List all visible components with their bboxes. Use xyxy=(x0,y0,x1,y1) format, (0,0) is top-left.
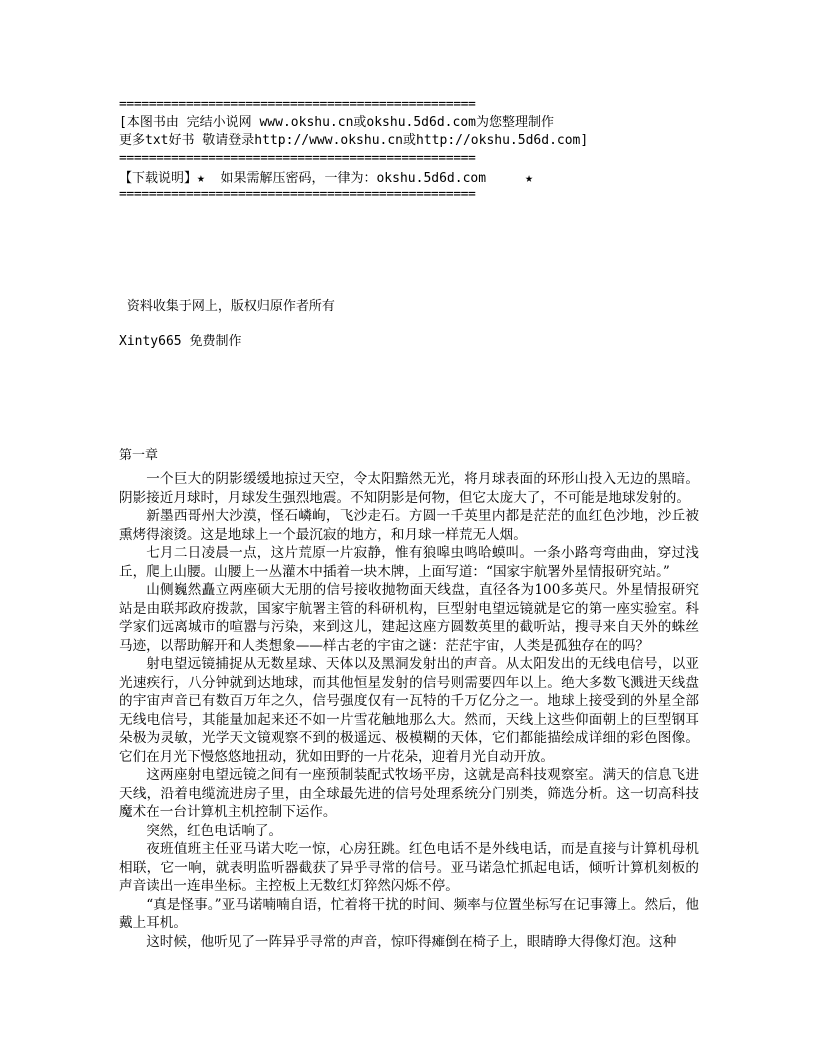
paragraph: 这时候，他听见了一阵异乎寻常的声音，惊吓得瘫倒在椅子上，眼睛睁大得像灯泡。这种 xyxy=(146,933,677,950)
paragraph: 夜班值班主任亚马诺大吃一惊，心房狂跳。红色电话不是外线电话，而是直接与计算机母机相联，它一响，就表明监听器截获了异乎寻常的信号。亚马诺急忙抓起电话，倾听计算机刻板的声音读出一连串坐标。主控板上无数红灯猝然闪烁不停。 xyxy=(119,841,699,894)
copyright-notice: 资料收集于网上，版权归原作者所有 xyxy=(119,299,335,314)
chapter-body xyxy=(119,470,699,951)
paragraph: 这两座射电望远镜之间有一座预制装配式牧场平房，这就是高科技观察室。满天的信息飞进天线，沿着电缆流进房子里，由全球最先进的信号处理系统分门别类，筛选分析。这一切高科技魔术在一台计算机主机控制下运作。 xyxy=(119,767,699,820)
paragraph: “真是怪事。”亚马诺喃喃自语，忙着将干扰的时间、频率与位置坐标写在记事簿上。然后，他戴上耳机。 xyxy=(119,896,699,931)
paragraph: 射电望远镜捕捉从无数星球、天体以及黑洞发射出的声音。从太阳发出的无线电信号，以亚光速疾行，八分钟就到达地球，而其他恒星发射的信号则需要四年以上。绝大多数飞溅进天线盘的宇宙声音已有数百万年之久，信号强度仅有一瓦特的千万亿分之一。地球上接受到的外星全部无线电信号，其能量加起来还不如一片雪花触地那么大。然而，天线上这些仰面朝上的巨型钢耳朵极为灵敏，光学天文镜观察不到的极遥远、极模糊的天体，它们都能描绘成详细的彩色图像。它们在月光下慢悠悠地扭动，犹如田野的一片花朵，迎着月光自动开放。 xyxy=(119,656,699,765)
paragraph: 一个巨大的阴影缓缓地掠过天空，令太阳黯然无光，将月球表面的环形山投入无边的黑暗。阴影接近月球时，月球发生强烈地震。不知阴影是何物，但它太庞大了，不可能是地球发射的。 xyxy=(119,471,699,506)
paragraph: 七月二日凌晨一点，这片荒原一片寂静，惟有狼嗥虫鸣哈蟆叫。一条小路弯弯曲曲，穿过浅丘，爬上山腰。山腰上一丛灌木中插着一块木牌，上面写道：“国家宇航署外星情报研究站。” xyxy=(119,545,699,580)
header-source-line: [本图书由 完结小说网 www.okshu.cn或okshu.5d6d.com为您整理制作 xyxy=(119,115,554,130)
separator-line: ================================================ xyxy=(119,97,476,112)
download-note: 【下载说明】★ 如果需解压密码，一律为：okshu.5d6d.com ★ xyxy=(119,171,534,186)
credit-line: Xinty665 免费制作 xyxy=(119,334,242,349)
paragraph: 新墨西哥州大沙漠，怪石嶙峋，飞沙走石。方圆一千英里内都是茫茫的血红色沙地，沙丘被熏烤得滚烫。这是地球上一个最沉寂的地方，和月球一样荒无人烟。 xyxy=(119,508,699,543)
header-website-line: 更多txt好书 敬请登录http://www.okshu.cn或http://okshu.5d6d.com] xyxy=(119,133,589,148)
paragraph: 突然，红色电话响了。 xyxy=(146,822,283,839)
separator-line: ================================================ xyxy=(119,151,476,166)
chapter-title: 第一章 xyxy=(119,448,159,463)
separator-line: ================================================ xyxy=(119,187,476,202)
paragraph: 山侧巍然矗立两座硕大无朋的信号接收抛物面天线盘，直径各为100多英尺。外星情报研究站是由联邦政府拨款，国家宇航署主管的科研机构，巨型射电望远镜就是它的第一座实验室。科学家们远离城市的喧嚣与污染，来到这儿，建起这座方圆数英里的截听站，搜寻来自天外的蛛丝马迹，以帮助解开和人类想象——样古老的宇宙之谜：茫茫宇宙，人类是孤独存在的吗？ xyxy=(119,582,699,654)
